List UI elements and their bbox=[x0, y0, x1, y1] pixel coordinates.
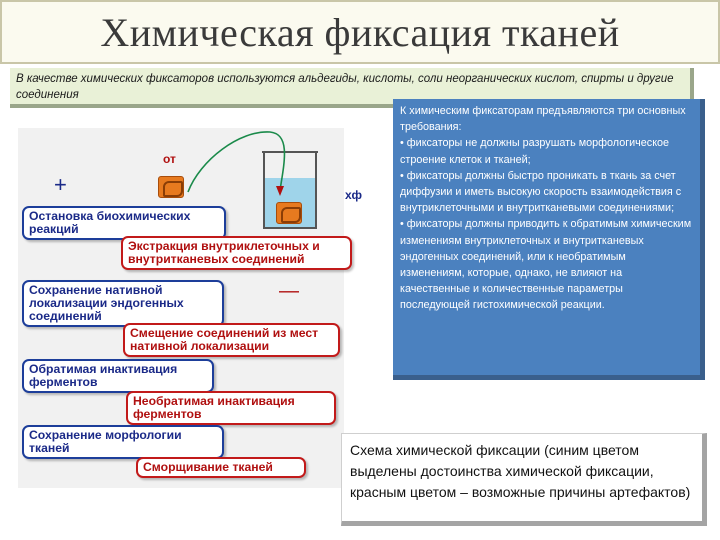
fixative-label: хф bbox=[345, 188, 363, 202]
requirements-text: К химическим фиксаторам предъявляются три основных требования: • фиксаторы не должны разрушать морфологическое строение клеток и тканей; • фиксаторы должны быстро проникать в ткань за счет диффузии и иметь высокую скорость взаимодействия с внутриклеточными и внутритканевыми соединениями; • фиксаторы должны приводить к обратимым химическим изменениям внутриклеточных и внутритканевых эндогенных соединений, или к необратимым изменениям, которые, однако, не влияют на качественные и количественные параметры последующей гистохимической реакции. bbox=[400, 105, 692, 312]
requirements-panel bbox=[393, 99, 705, 380]
transfer-arrow bbox=[180, 120, 320, 210]
title-bar bbox=[0, 0, 720, 64]
diagram-caption-box bbox=[341, 433, 707, 526]
advantage-text: Остановка биохимических реакций bbox=[29, 209, 191, 236]
minus-sign: — bbox=[279, 280, 299, 302]
advantage-text: Сохранение морфологии тканей bbox=[29, 428, 182, 455]
advantage-text: Обратимая инактивация ферментов bbox=[29, 362, 178, 389]
artifact-shrinkage bbox=[136, 457, 306, 478]
diagram-caption: Схема химической фиксации (синим цветом выделены достоинства химической фиксации, красным цветом – возможные причины артефактов) bbox=[350, 442, 691, 500]
intro-text: В качестве химических фиксаторов используются альдегиды, кислоты, соли неорганических кислот, спирты и другие соединения bbox=[16, 73, 674, 101]
untreated-tissue-label: от bbox=[163, 152, 176, 166]
advantage-reversible-inactivation bbox=[22, 359, 214, 393]
advantage-morphology bbox=[22, 425, 224, 459]
advantage-native-localization bbox=[22, 280, 224, 327]
artifact-extraction bbox=[121, 236, 352, 270]
plus-sign: + bbox=[54, 172, 67, 197]
slide-title: Химическая фиксация тканей bbox=[100, 9, 620, 55]
artifact-displacement bbox=[123, 323, 340, 357]
advantage-stop-reactions bbox=[22, 206, 226, 240]
advantage-text: Сохранение нативной локализации эндогенных соединений bbox=[29, 283, 184, 323]
artifact-text: Сморщивание тканей bbox=[143, 460, 273, 474]
artifact-text: Смещение соединений из мест нативной локализации bbox=[130, 326, 319, 353]
artifact-text: Необратимая инактивация ферментов bbox=[133, 394, 295, 421]
artifact-text: Экстракция внутриклеточных и внутритканевых соединений bbox=[128, 239, 320, 266]
artifact-irreversible-inactivation bbox=[126, 391, 336, 425]
